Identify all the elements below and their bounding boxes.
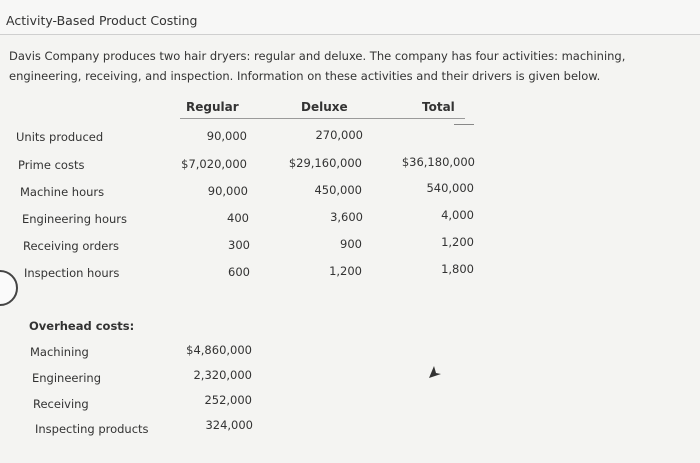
header-rule bbox=[180, 118, 465, 119]
cell-total-prime: $36,180,000 bbox=[401, 155, 475, 169]
cell-deluxe-units: 270,000 bbox=[315, 128, 363, 142]
cell-regular-machine: 90,000 bbox=[207, 184, 248, 198]
row-label-machine: Machine hours bbox=[20, 185, 105, 199]
cell-regular-units: 90,000 bbox=[206, 129, 247, 143]
cell-deluxe-machine: 450,000 bbox=[314, 183, 362, 197]
row-label-engineering: Engineering hours bbox=[22, 212, 127, 226]
cell-total-inspection: 1,800 bbox=[441, 262, 474, 276]
row-label-units: Units produced bbox=[16, 130, 104, 144]
cell-regular-engineering: 400 bbox=[227, 211, 249, 225]
circle-marker-icon[interactable] bbox=[0, 270, 18, 306]
overhead-label-inspecting: Inspecting products bbox=[35, 422, 149, 436]
col-header-deluxe: Deluxe bbox=[301, 100, 348, 114]
mouse-cursor-icon bbox=[428, 365, 442, 379]
col-header-total: Total bbox=[422, 100, 455, 114]
row-label-receiving: Receiving orders bbox=[23, 239, 120, 253]
cell-regular-inspection: 600 bbox=[228, 265, 250, 279]
row-label-inspection: Inspection hours bbox=[24, 266, 120, 280]
cell-regular-prime: $7,020,000 bbox=[181, 157, 247, 171]
overhead-label-machining: Machining bbox=[30, 345, 89, 359]
row-label-prime: Prime costs bbox=[18, 158, 85, 172]
overhead-value-receiving: 252,000 bbox=[204, 393, 252, 407]
cell-total-engineering: 4,000 bbox=[441, 208, 474, 222]
overhead-value-engineering: 2,320,000 bbox=[193, 368, 252, 382]
overhead-value-machining: $4,860,000 bbox=[186, 343, 252, 357]
cell-deluxe-engineering: 3,600 bbox=[330, 210, 363, 224]
cell-total-receiving: 1,200 bbox=[441, 235, 474, 249]
overhead-heading: Overhead costs: bbox=[29, 319, 135, 333]
cell-deluxe-prime: $29,160,000 bbox=[288, 156, 362, 170]
overhead-label-engineering: Engineering bbox=[32, 371, 101, 385]
page-title: Activity-Based Product Costing bbox=[6, 13, 198, 28]
overhead-label-receiving: Receiving bbox=[33, 397, 89, 411]
cell-total-units-dash bbox=[454, 124, 474, 126]
overhead-value-inspecting: 324,000 bbox=[205, 418, 253, 432]
intro-paragraph: Davis Company produces two hair dryers: regular and deluxe. The company has four activities: machining, engineering, receiving, and inspection. Information on these activities and their drivers is given below. bbox=[9, 49, 626, 83]
cell-deluxe-inspection: 1,200 bbox=[329, 264, 362, 278]
cell-total-machine: 540,000 bbox=[426, 181, 474, 195]
col-header-regular: Regular bbox=[186, 100, 239, 114]
cell-regular-receiving: 300 bbox=[228, 238, 250, 252]
cell-deluxe-receiving: 900 bbox=[340, 237, 362, 251]
